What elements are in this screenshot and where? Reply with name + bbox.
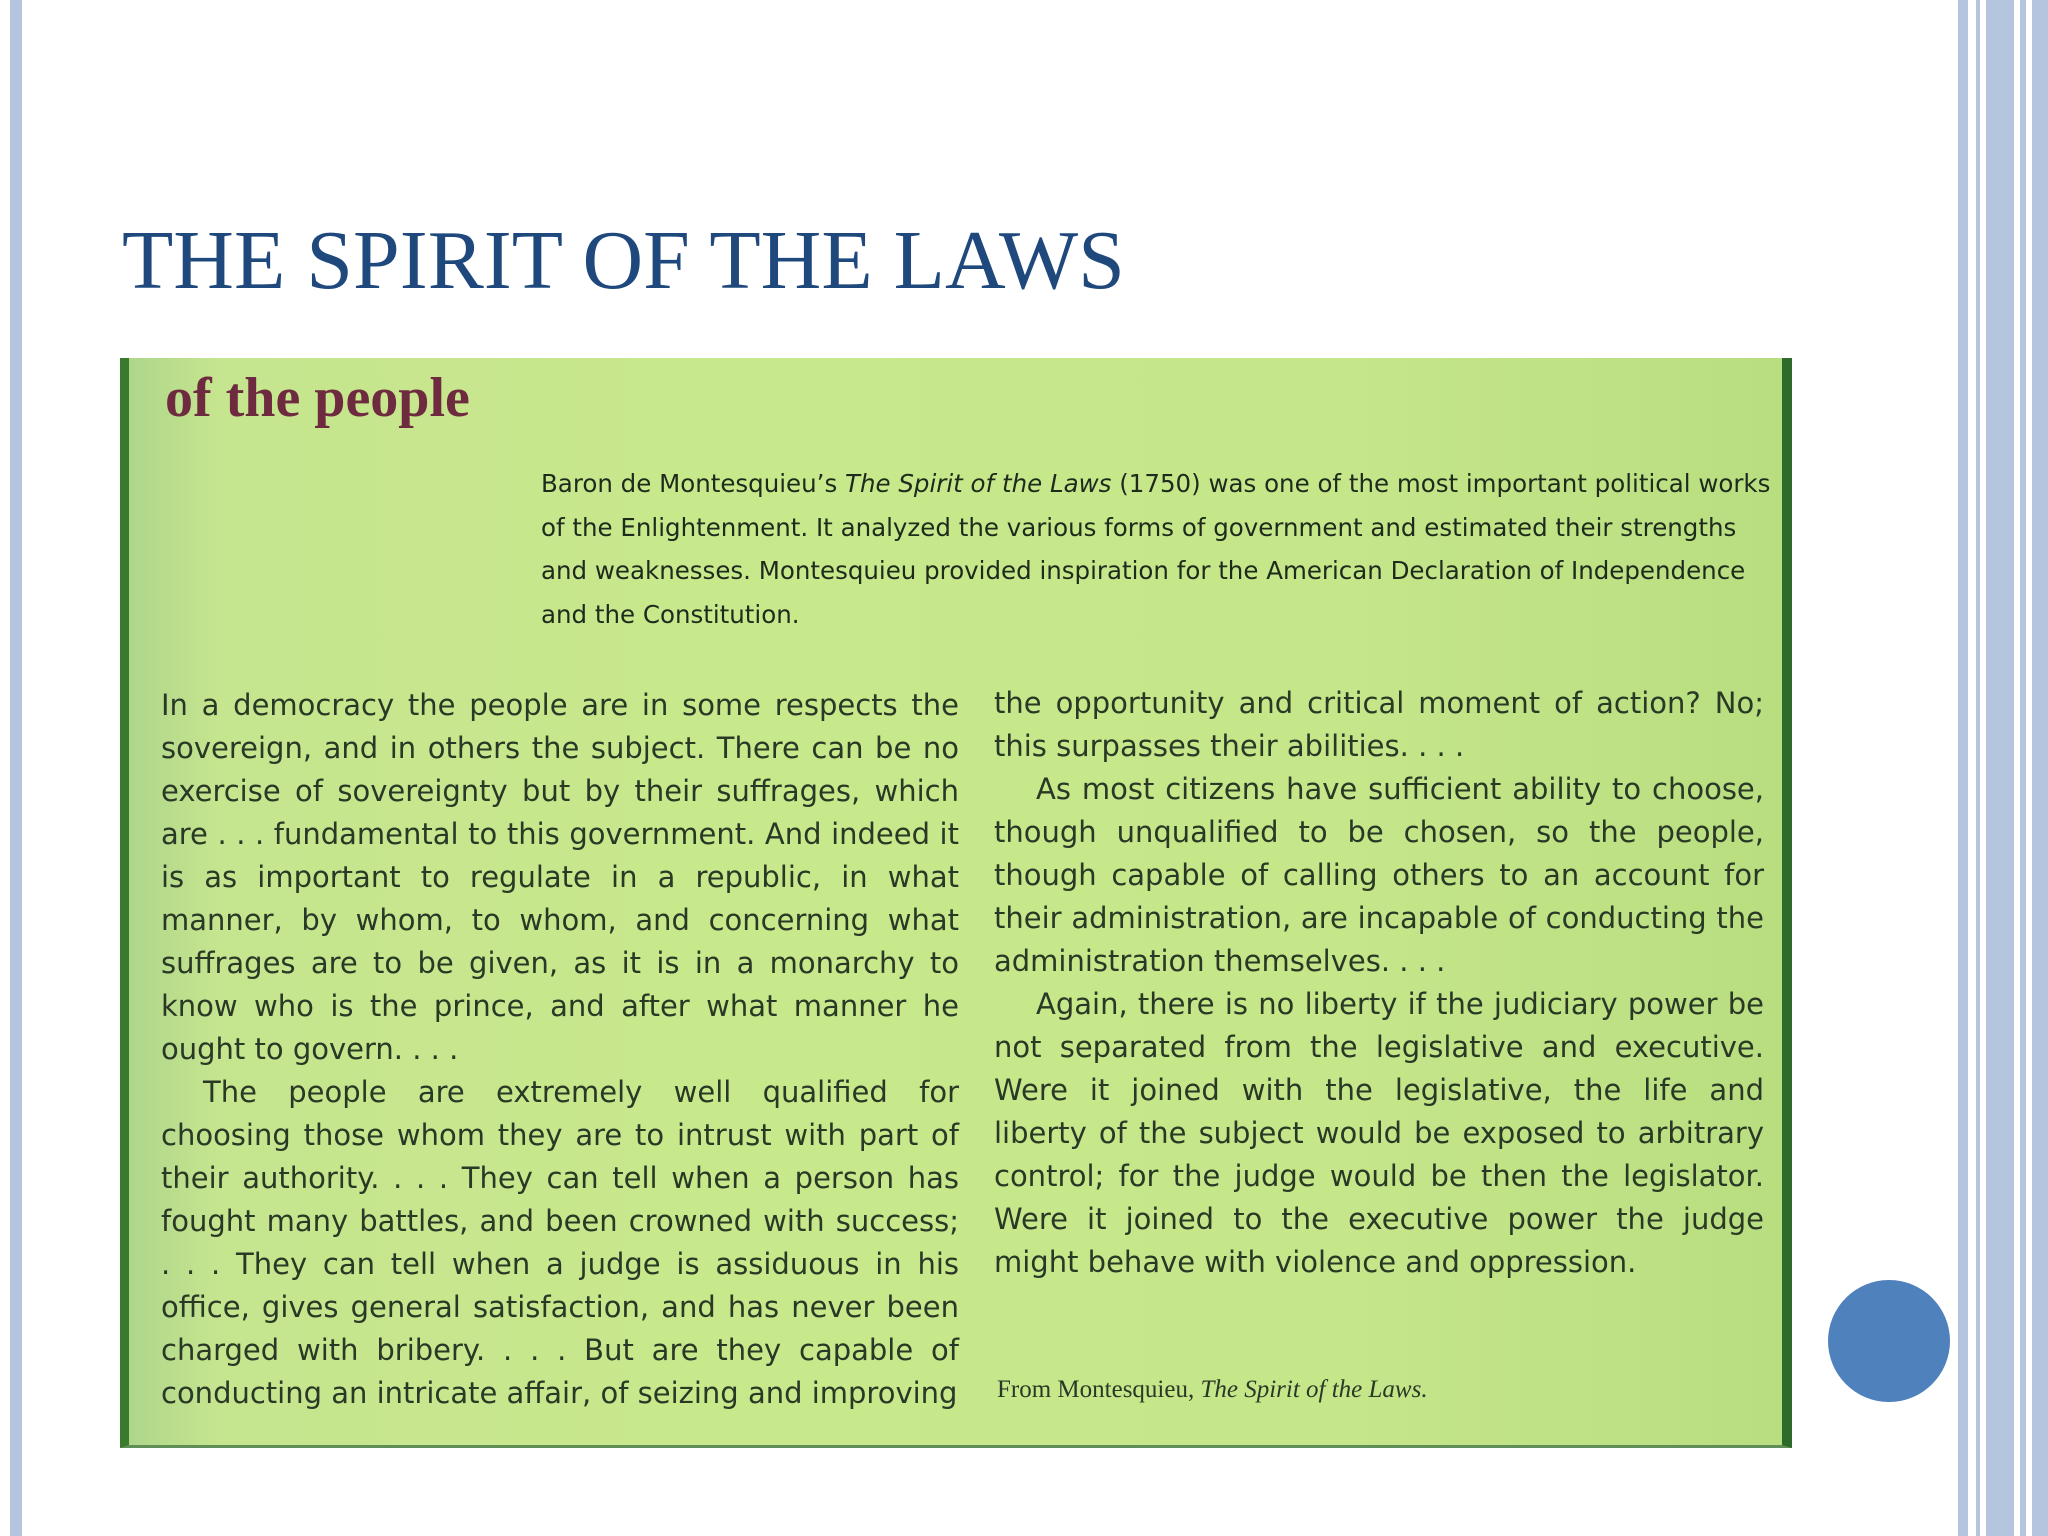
slide-right-stripe (2032, 0, 2048, 1536)
intro-author: Baron de Montesquieu’s (541, 469, 846, 498)
excerpt-paragraph: Again, there is no liberty if the judiciary power be not separated from the legislative and executive. Were it joined with the legislative, the life and liberty of the subject would be exposed to arbitrary control; for the judge would be then the legislator. Were it joined to the executive power the judge might behave with violence and oppression. (994, 987, 1764, 1279)
slide-right-stripe (2020, 0, 2026, 1536)
source-prefix: From Montesquieu, (997, 1376, 1201, 1403)
slide-right-stripe (1986, 0, 2014, 1536)
excerpt-paragraph: The people are extremely well qualified for choosing those whom they are to intrust with part of their authority. . . . They can tell when a person has fought many battles, and been crowned with success; . . . They can tell when a judge is assiduous in his office, gives general satisfaction, and has never been charged with bribery. . . . But are they capable of conducting an intricate affair, of seizing and improving (161, 1075, 959, 1410)
excerpt-source (997, 1376, 1428, 1404)
slide-right-stripe (1958, 0, 1968, 1536)
slide-right-stripe (1976, 0, 1980, 1536)
slide-title: THE SPIRIT OF THE LAWS (122, 214, 1125, 307)
excerpt-paragraph: In a democracy the people are in some respects the sovereign, and in others the subject. There can be no exercise of sovereignty but by their suffrages, which are . . . fundamental to this government. And indeed it is as important to regulate in a republic, in what manner, by whom, to whom, and concerning what suffrages are to be given, as it is in a monarchy to know who is the prince, and after what manner he ought to govern. . . . (161, 688, 959, 1066)
intro-text: (1750) was one of the most important political works of the Enlightenment. It analyzed the various forms of government and estimated their strengths and weaknesses. Montesquieu provided inspiration for the American Declaration of Independence and the Constitution. (541, 469, 1771, 629)
textbook-excerpt-image (120, 358, 1792, 1448)
excerpt-right-column (994, 682, 1764, 1284)
source-title: The Spirit of the Laws. (1200, 1376, 1428, 1403)
excerpt-left-column (161, 684, 959, 1415)
excerpt-paragraph: the opportunity and critical moment of action? No; this surpasses their abilities. . . . (994, 686, 1764, 763)
excerpt-paragraph: As most citizens have sufficient ability to choose, though unqualified to be chosen, so the people, though capable of calling others to an account for their administration, are incapable of conducting the administration themselves. . . . (994, 772, 1764, 978)
slide-nav-button[interactable] (1828, 1280, 1950, 1402)
slide-left-border (10, 0, 22, 1536)
excerpt-heading: of the people (165, 367, 470, 429)
intro-work-title: The Spirit of the Laws (845, 469, 1112, 498)
excerpt-intro (541, 462, 1771, 636)
